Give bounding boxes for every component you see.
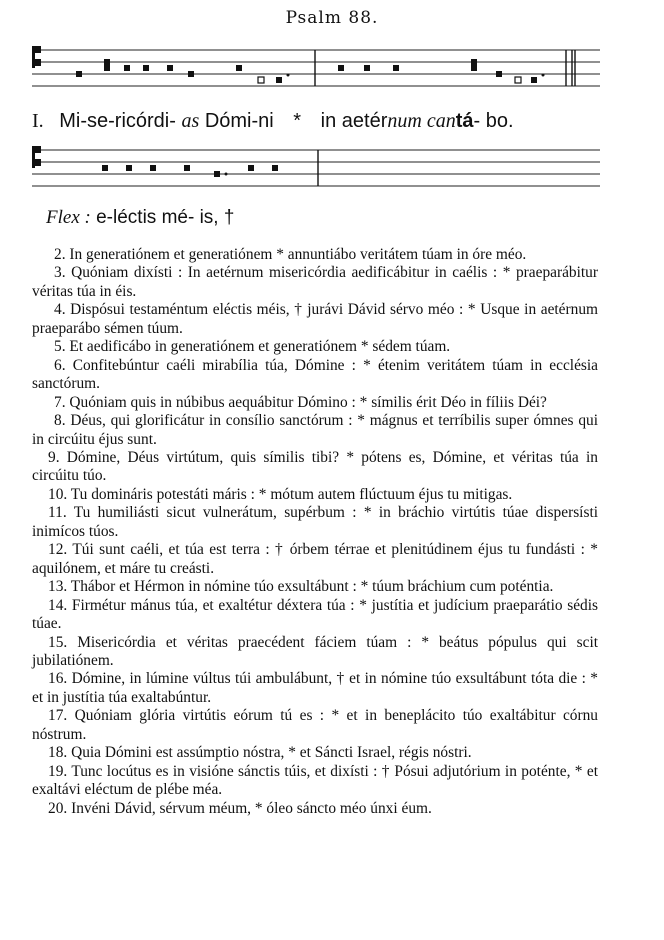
- verse: 19. Tunc locútus es in visióne sánctis túis, et dixísti : † Pósui adjutórium in poténte, * et exaltávi eléctum de plébe méa.: [32, 762, 598, 799]
- verse: 3. Quóniam dixísti : In aetérnum misericórdia aedificábitur in caélis : * praeparábitur véritas túa in éis.: [32, 264, 598, 300]
- flex-label: Flex :: [46, 207, 91, 228]
- chant-lyrics: [32, 110, 514, 133]
- asterisk-mark: *: [293, 110, 302, 132]
- lyric-part: Dómi-ni: [204, 110, 274, 132]
- verse: 13. Thábor et Hérmon in nómine túo exsultábunt : * túum bráchium cum poténtia.: [48, 578, 554, 596]
- verse: 7. Quóniam quis in núbibus aequábitur Dómino : * símilis érit Déo in fíliis Déi?: [54, 393, 547, 411]
- verse: 15. Misericórdia et véritas praecédent fáciem túam : * beátus pópulus qui scit jubilatiónem.: [32, 633, 598, 669]
- neumes-1: [76, 59, 290, 83]
- chant-staff-1: [0, 44, 664, 94]
- neumes-2: [338, 59, 545, 83]
- flex-line: [46, 207, 234, 229]
- verse: 18. Quia Dómini est assúmptio nóstra, * et Sáncti Israel, régis nóstri.: [48, 744, 472, 762]
- verse: 17. Quóniam glória virtútis eórum tú es : * et in beneplácito túo exaltábitur córnu nóstrum.: [32, 707, 598, 743]
- lyric-part: num can: [387, 110, 456, 132]
- verse: 16. Dómine, in lúmine vúltus túi ambulábunt, † et in nómine túo exsultábunt tóta die : * et in justítia túa exaltabúntur.: [32, 670, 598, 706]
- lyric-part: tá: [455, 110, 474, 132]
- page-title: Psalm 88.: [285, 8, 379, 28]
- verse: 12. Túi sunt caéli, et túa est terra : † órbem térrae et plenitúdinem éjus tu fundásti : * aquilónem, et máre tu creásti.: [32, 541, 598, 577]
- verse: 4. Dispósui testaméntum eléctis méis, † jurávi Dávid sérvo méo : * Usque in aetérnum praeparábo sémen túum.: [32, 301, 598, 337]
- lyric-part: in aetér: [320, 110, 388, 132]
- verse-number: I.: [32, 110, 44, 132]
- c-clef-icon: [32, 46, 41, 68]
- verse: 2. In generatiónem et generatiónem * annuntiábo veritátem túam in óre méo.: [54, 246, 527, 263]
- flex-text: e-léctis mé- is, †: [96, 207, 235, 228]
- chant-staff-2: [0, 144, 664, 194]
- psalm-verses: [32, 246, 598, 818]
- verse: 10. Tu domináris potestáti máris : * mótum autem flúctuum éjus tu mitigas.: [48, 485, 513, 503]
- verse: 14. Firmétur mánus túa, et exaltétur déxtera túa : * justítia et judícium praeparátio sédis túae.: [32, 596, 598, 633]
- verse: 11. Tu humiliásti sicut vulnerátum, supérbum : * in bráchio virtútis túae dispersísti inimícos túos.: [32, 504, 598, 540]
- verse: 8. Déus, qui glorificátur in consílio sanctórum : * mágnus et terríbilis super ómnes qui in circúitu éjus sunt.: [32, 412, 598, 448]
- verse: 20. Invéni Dávid, sérvum méum, * óleo sáncto méo únxi éum.: [48, 799, 432, 817]
- verse: 6. Confitebúntur caéli mirabília túa, Dómine : * étenim veritátem túam in ecclésia sanctórum.: [32, 356, 598, 393]
- c-clef-icon: [32, 146, 41, 168]
- lyric-part: as: [181, 110, 200, 132]
- lyric-part: Mi-se-ricórdi-: [59, 110, 176, 132]
- verse: 9. Dómine, Déus virtútum, quis símilis tibi? * pótens es, Dómine, et véritas túa in circúitu túo.: [32, 448, 598, 485]
- neumes-flex: [102, 165, 278, 177]
- verse: 5. Et aedificábo in generatiónem et generatiónem * sédem túam.: [54, 338, 451, 356]
- lyric-part: - bo.: [473, 110, 514, 132]
